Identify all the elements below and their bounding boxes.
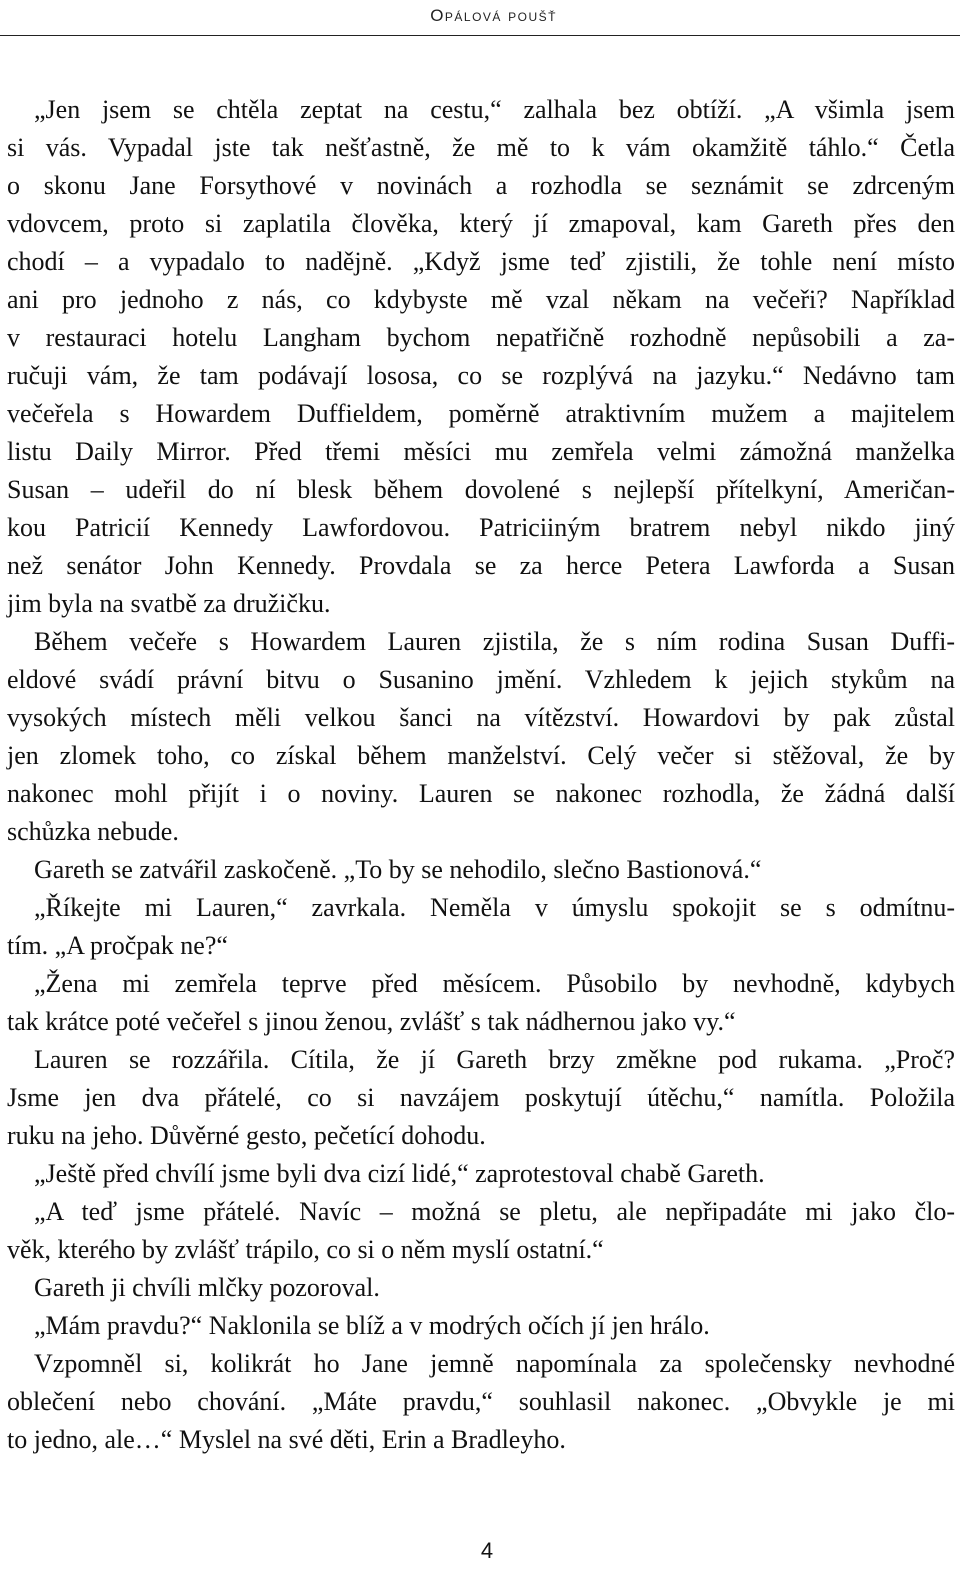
text-line: Lauren se rozzářila. Cítila, že jí Gareth brzy změkne pod rukama. „Proč? bbox=[34, 1045, 955, 1074]
text-line: večeřela s Howardem Duffieldem, poměrně atraktivním mužem a majitelem bbox=[7, 399, 955, 428]
text-line: vdovcem, proto si zaplatila člověka, který jí zmapoval, kam Gareth přes den bbox=[7, 209, 955, 238]
text-line: tak krátce poté večeřel s jinou ženou, zvlášť s tak nádhernou jako vy.“ bbox=[7, 1007, 736, 1036]
text-line: listu Daily Mirror. Před třemi měsíci mu zemřela velmi zámožná manželka bbox=[7, 437, 955, 466]
text-line: „A teď jsme přátelé. Navíc – možná se pletu, ale nepřipadáte mi jako člo- bbox=[34, 1197, 955, 1226]
text-line: tím. „A pročpak ne?“ bbox=[7, 931, 228, 960]
text-line: Jsme jen dva přátelé, co si navzájem poskytují útěchu,“ namítla. Položila bbox=[7, 1083, 955, 1112]
text-line: „Říkejte mi Lauren,“ zavrkala. Neměla v úmyslu spokojit se s odmítnu- bbox=[34, 893, 955, 922]
text-line: oblečení nebo chování. „Máte pravdu,“ souhlasil nakonec. „Obvykle je mi bbox=[7, 1387, 955, 1416]
body-text bbox=[7, 91, 955, 1459]
text-line: nakonec mohl přijít i o noviny. Lauren se nakonec rozhodla, že žádná další bbox=[7, 779, 955, 808]
text-line: schůzka nebude. bbox=[7, 817, 179, 846]
text-line: věk, kterého by zvlášť trápilo, co si o něm myslí ostatní.“ bbox=[7, 1235, 604, 1264]
page-number: 4 bbox=[480, 1538, 494, 1563]
text-line: ani pro jednoho z nás, co kdybyste mě vzal někam na večeři? Například bbox=[7, 285, 955, 314]
text-line: ručuji vám, že tam podávají lososa, co se rozplývá na jazyku.“ Nedávno tam bbox=[7, 361, 955, 390]
text-line: Gareth se zatvářil zaskočeně. „To by se nehodilo, slečno Bastionová.“ bbox=[34, 855, 762, 884]
text-line: „Žena mi zemřela teprve před měsícem. Působilo by nevhodně, kdybych bbox=[34, 969, 955, 998]
text-line: Vzpomněl si, kolikrát ho Jane jemně napomínala za společensky nevhodné bbox=[34, 1349, 955, 1378]
text-line: jen zlomek toho, co získal během manželství. Celý večer si stěžoval, že by bbox=[7, 741, 955, 770]
running-header bbox=[0, 0, 960, 36]
text-line: Gareth ji chvíli mlčky pozoroval. bbox=[34, 1273, 380, 1302]
text-line: si vás. Vypadal jste tak nešťastně, že mě to k vám okamžitě táhlo.“ Četla bbox=[7, 133, 955, 162]
text-line: chodí – a vypadalo to nadějně. „Když jsme teď zjistili, že tohle není místo bbox=[7, 247, 955, 276]
text-line: to jedno, ale…“ Myslel na své děti, Erin a Bradleyho. bbox=[7, 1425, 566, 1454]
text-line: než senátor John Kennedy. Provdala se za herce Petera Lawforda a Susan bbox=[7, 551, 955, 580]
running-title: Opálová poušť bbox=[430, 6, 557, 25]
text-line: Susan – udeřil do ní blesk během dovolené s nejlepší přítelkyní, Američan- bbox=[7, 475, 955, 504]
text-line: ruku na jeho. Důvěrné gesto, pečetící dohodu. bbox=[7, 1121, 486, 1150]
text-line: jim byla na svatbě za družičku. bbox=[7, 589, 331, 618]
text-line: o skonu Jane Forsythové v novinách a rozhodla se seznámit se zdrceným bbox=[7, 171, 955, 200]
text-line: eldové svádí právní bitvu o Susanino jmění. Vzhledem k jejich stykům na bbox=[7, 665, 955, 694]
text-line: v restauraci hotelu Langham bychom nepatřičně rozhodně nepůsobili a za- bbox=[7, 323, 955, 352]
text-line: „Mám pravdu?“ Naklonila se blíž a v modrých očích jí jen hrálo. bbox=[34, 1311, 710, 1340]
text-line: Během večeře s Howardem Lauren zjistila, že s ním rodina Susan Duffi- bbox=[34, 627, 955, 656]
text-line: „Jen jsem se chtěla zeptat na cestu,“ zalhala bez obtíží. „A všimla jsem bbox=[34, 95, 955, 124]
text-line: „Ještě před chvílí jsme byli dva cizí lidé,“ zaprotestoval chabě Gareth. bbox=[34, 1159, 765, 1188]
text-line: vysokých místech měli velkou šanci na vítězství. Howardovi by pak zůstal bbox=[7, 703, 955, 732]
text-line: kou Patricií Kennedy Lawfordovou. Patriciiným bratrem nebyl nikdo jiný bbox=[7, 513, 955, 542]
